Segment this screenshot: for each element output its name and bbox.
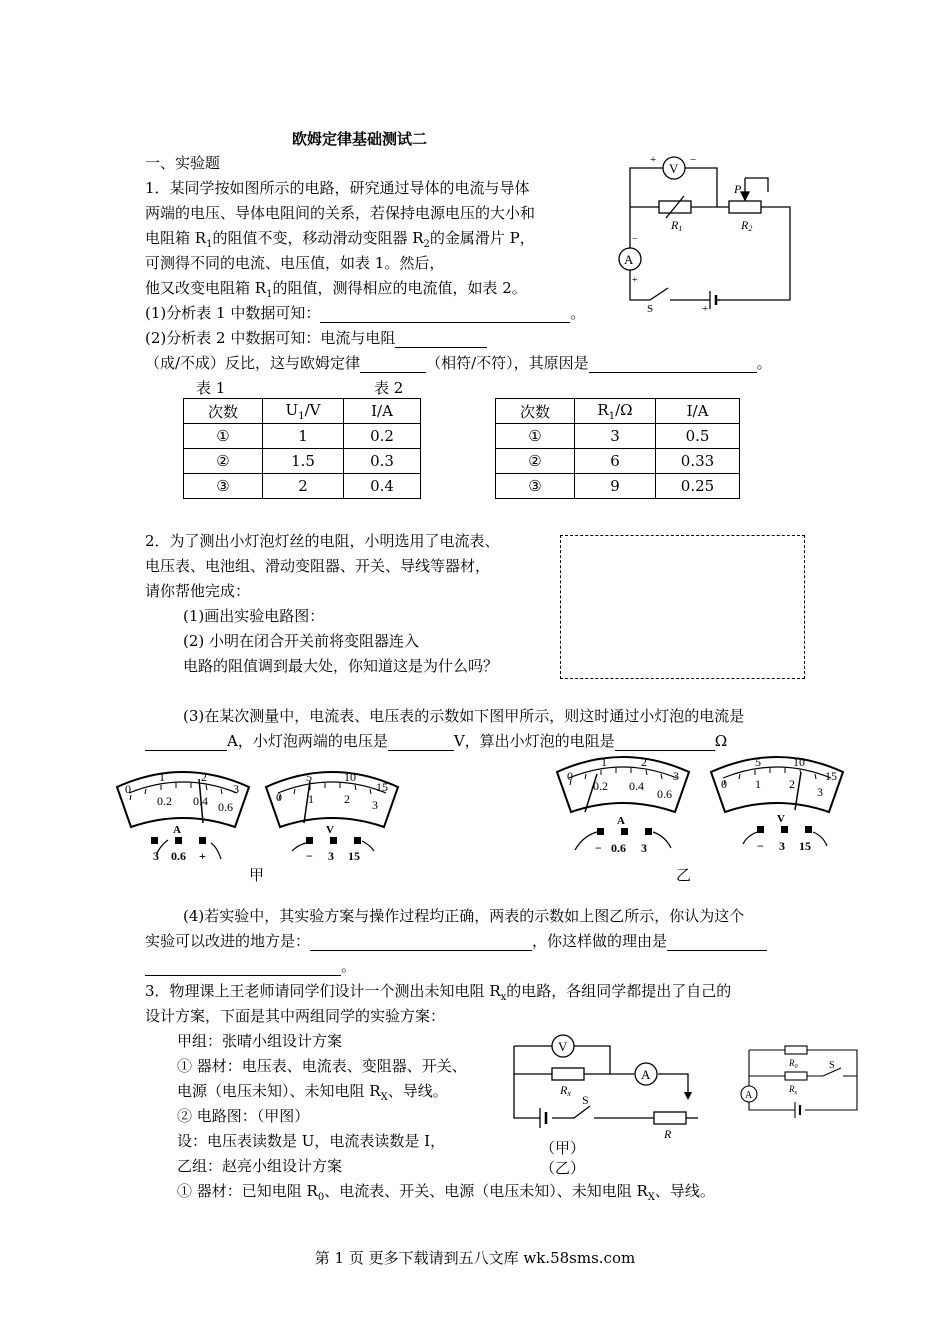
q1-line3: 电阻箱 $R_1$的阻值不变，移动滑动变阻器 $R_2$的金属滑片 P， (145, 229, 535, 250)
answer-blank[interactable] (310, 932, 532, 951)
terminal-label: 3 (328, 849, 334, 863)
page-footer: 第 1 页 更多下载请到五八文库 wk.58sms.com (314, 1249, 636, 1267)
q1-part1: (1)分析表 1 中数据可知： 。 (145, 304, 586, 322)
q3-setup: 设：电压表读数是 U，电流表读数是 I， (177, 1132, 446, 1150)
scale-label: 0 (721, 777, 727, 791)
q1-part2: (2)分析表 2 中数据可知：电流与电阻 (145, 327, 487, 348)
slider-p-label: P (734, 182, 742, 196)
cell: 3 (575, 424, 656, 449)
voltmeter-symbol: V (558, 1039, 568, 1054)
header-cell: $U_1/V$ (263, 399, 344, 424)
r1-label: R1 (671, 218, 683, 233)
cell: 1 (263, 424, 344, 449)
scale-label: 0.6 (657, 787, 672, 801)
scale-label: 0 (567, 769, 573, 783)
scale-label: 3 (372, 798, 378, 812)
answer-blank[interactable] (145, 732, 227, 751)
cell: ③ (184, 474, 263, 499)
switch-label: S (647, 303, 654, 315)
rx-label: Rx (560, 1083, 571, 1098)
section-heading: 一、实验题 (145, 154, 221, 172)
rx-label: $R_x$ (789, 1084, 798, 1096)
scale-label: 0.6 (218, 800, 233, 814)
q3-line2: 设计方案，下面是其中两组同学的实验方案： (145, 1007, 446, 1025)
q1-line5: 他又改变电阻箱 $R_1$的阻值，测得相应的电流值，如表 2。 (145, 279, 527, 300)
meter-name: V (777, 813, 785, 825)
scale-label: 10 (793, 755, 805, 769)
q3-group-jia: 甲组：张晴小组设计方案 (177, 1032, 343, 1050)
terminal-label: − (757, 839, 764, 853)
meter-name: A (617, 815, 625, 827)
scale-label: 15 (376, 780, 388, 794)
scale-label: 0 (125, 782, 131, 796)
scale-label: 1 (308, 792, 314, 806)
table-row (496, 399, 740, 424)
cell: ② (184, 449, 263, 474)
q2-part3: (3)在某次测量中，电流表、电压表的示数如下图甲所示，则这时通过小灯泡的电流是 (183, 707, 745, 725)
plus-sign: + (702, 303, 709, 315)
switch-label: S (582, 1093, 589, 1107)
terminal-label: − (306, 849, 313, 863)
q3-group-yi: 乙组：赵亮小组设计方案 (177, 1157, 343, 1175)
q2-part4: (4)若实验中，其实验方案与操作过程均正确，两表的示数如上图乙所示，你认为这个 (183, 907, 745, 925)
scale-label: 0.4 (193, 794, 208, 808)
terminal-label: + (199, 849, 206, 863)
table-row (496, 424, 740, 449)
terminal-label: 0.6 (171, 849, 186, 863)
table-row (496, 474, 740, 499)
answer-blank[interactable] (388, 732, 454, 751)
scale-label: 2 (789, 777, 795, 791)
scale-label: 0 (276, 790, 282, 804)
figure-caption-jia: （甲） (540, 1139, 586, 1157)
scale-label: 1 (159, 770, 165, 784)
drawing-area-box[interactable] (560, 535, 805, 679)
q1-line2: 两端的电压、导体电阻间的关系，若保持电源电压的大小和 (145, 204, 536, 222)
r2-label: R2 (741, 218, 753, 233)
cell: 1.5 (263, 449, 344, 474)
figure-caption-yi: （乙） (540, 1159, 586, 1177)
voltmeter-yi (707, 750, 847, 860)
cell: 6 (575, 449, 656, 474)
minus-sign: − (690, 154, 697, 166)
q3-item1-cont: 电源（电压未知）、未知电阻 $R_X$、导线。 (177, 1082, 448, 1103)
q1-line4: 可测得不同的电流、电压值，如表 1。然后， (145, 254, 445, 272)
ammeter-symbol: A (641, 1067, 651, 1082)
header-cell: I/A (344, 399, 421, 424)
cell: 9 (575, 474, 656, 499)
scale-label: 2 (344, 792, 350, 806)
answer-blank[interactable] (589, 354, 757, 373)
header-cell: 次数 (184, 399, 263, 424)
q3-circuit-jia (512, 1030, 712, 1140)
answer-blank[interactable] (667, 932, 767, 951)
ammeter-symbol: A (624, 252, 634, 267)
scale-label: 3 (233, 782, 239, 796)
answer-blank[interactable] (145, 957, 341, 976)
scale-label: 5 (306, 770, 312, 784)
cell: 0.4 (344, 474, 421, 499)
q3-line1: 3．物理课上王老师请同学们设计一个测出未知电阻 $R_x$的电路，各组同学都提出了自己的 (145, 982, 732, 1003)
cell: 2 (263, 474, 344, 499)
q1-circuit-diagram (610, 150, 800, 315)
answer-blank[interactable] (320, 304, 570, 323)
q2-line1: 2．为了测出小灯泡灯丝的电阻，小明选用了电流表、 (145, 532, 500, 550)
scale-label: 1 (601, 755, 607, 769)
table2-caption: 表 2 (374, 379, 404, 397)
r0-label: $R_0$ (789, 1058, 798, 1070)
table-row (184, 449, 421, 474)
q2-part4-cont: 实验可以改进的地方是： ，你这样做的理由是 (145, 930, 767, 951)
scale-label: 3 (817, 785, 823, 799)
cell: ② (496, 449, 575, 474)
table-row (184, 474, 421, 499)
q2-part2: (2) 小明在闭合开关前将变阻器连入 (183, 632, 420, 650)
plus-sign: + (632, 275, 638, 286)
answer-blank[interactable] (395, 329, 487, 348)
terminal-label: 3 (779, 839, 785, 853)
answer-blank[interactable] (615, 732, 715, 751)
table-row (184, 399, 421, 424)
plus-sign: + (650, 154, 657, 166)
scale-label: 5 (755, 755, 761, 769)
minus-sign: − (632, 234, 638, 245)
scale-label: 3 (673, 769, 679, 783)
page-title: 欧姆定律基础测试二 (292, 130, 428, 148)
scale-label: 0.2 (157, 794, 172, 808)
q1-part2-cont: （成/不成）反比，这与欧姆定律 （相符/不符），其原因是 。 (145, 354, 772, 372)
cell: 0.2 (344, 424, 421, 449)
scale-label: 2 (201, 770, 207, 784)
q1-line1: 1．某同学按如图所示的电路，研究通过导体的电流与导体 (145, 179, 530, 197)
cell: ① (184, 424, 263, 449)
table-row (184, 424, 421, 449)
answer-blank[interactable] (360, 354, 426, 373)
cell: ③ (496, 474, 575, 499)
terminal-label: 15 (348, 849, 360, 863)
header-cell: 次数 (496, 399, 575, 424)
ammeter-yi (553, 750, 693, 860)
terminal-label: 15 (799, 839, 811, 853)
q3-item1: ① 器材：电压表、电流表、变阻器、开关、 (177, 1057, 467, 1075)
table1-caption: 表 1 (196, 379, 226, 397)
cell: 0.25 (656, 474, 740, 499)
switch-label: S (829, 1060, 835, 1071)
scale-label: 1 (755, 777, 761, 791)
scale-label: 15 (825, 769, 837, 783)
meter-name: A (173, 824, 181, 836)
figure-label-jia: 甲 (249, 866, 265, 884)
figure-label-yi: 乙 (676, 866, 692, 884)
cell: ① (496, 424, 575, 449)
q2-part1: (1)画出实验电路图： (183, 607, 325, 625)
ammeter-jia (113, 765, 253, 865)
q2-line2: 电压表、电池组、滑动变阻器、开关、导线等器材， (145, 557, 491, 575)
q2-part4-cont2: 。 (145, 955, 356, 976)
voltmeter-jia (262, 765, 402, 865)
q3-item2: ② 电路图：（甲图） (177, 1107, 310, 1125)
header-cell: I/A (656, 399, 740, 424)
ammeter-symbol: A (745, 1090, 753, 1101)
table2 (495, 398, 740, 499)
cell: 0.5 (656, 424, 740, 449)
meter-name: V (326, 824, 334, 836)
cell: 0.3 (344, 449, 421, 474)
terminal-label: 0.6 (611, 841, 626, 855)
header-cell: $R_1/\Omega$ (575, 399, 656, 424)
q2-line3: 请你帮他完成： (145, 582, 251, 600)
terminal-label: 3 (153, 849, 159, 863)
scale-label: 0.2 (593, 779, 608, 793)
voltmeter-symbol: V (669, 161, 679, 176)
scale-label: 2 (641, 755, 647, 769)
table-row (496, 449, 740, 474)
table1 (183, 398, 421, 499)
cell: 0.33 (656, 449, 740, 474)
scale-label: 10 (344, 770, 356, 784)
terminal-label: − (595, 841, 602, 855)
q2-part2-cont: 电路的阻值调到最大处，你知道这是为什么吗？ (183, 657, 499, 675)
scale-label: 0.4 (629, 779, 644, 793)
rheostat-label: R (664, 1127, 672, 1141)
q3-circuit-yi (735, 1040, 865, 1125)
terminal-label: 3 (641, 841, 647, 855)
q2-part3-cont: A，小灯泡两端的电压是 V，算出小灯泡的电阻是 Ω (145, 730, 727, 751)
q3-yi-item1: ① 器材：已知电阻 $R_0$、电流表、开关、电源（电压未知）、未知电阻 $R_X$、导线。 (177, 1182, 715, 1203)
